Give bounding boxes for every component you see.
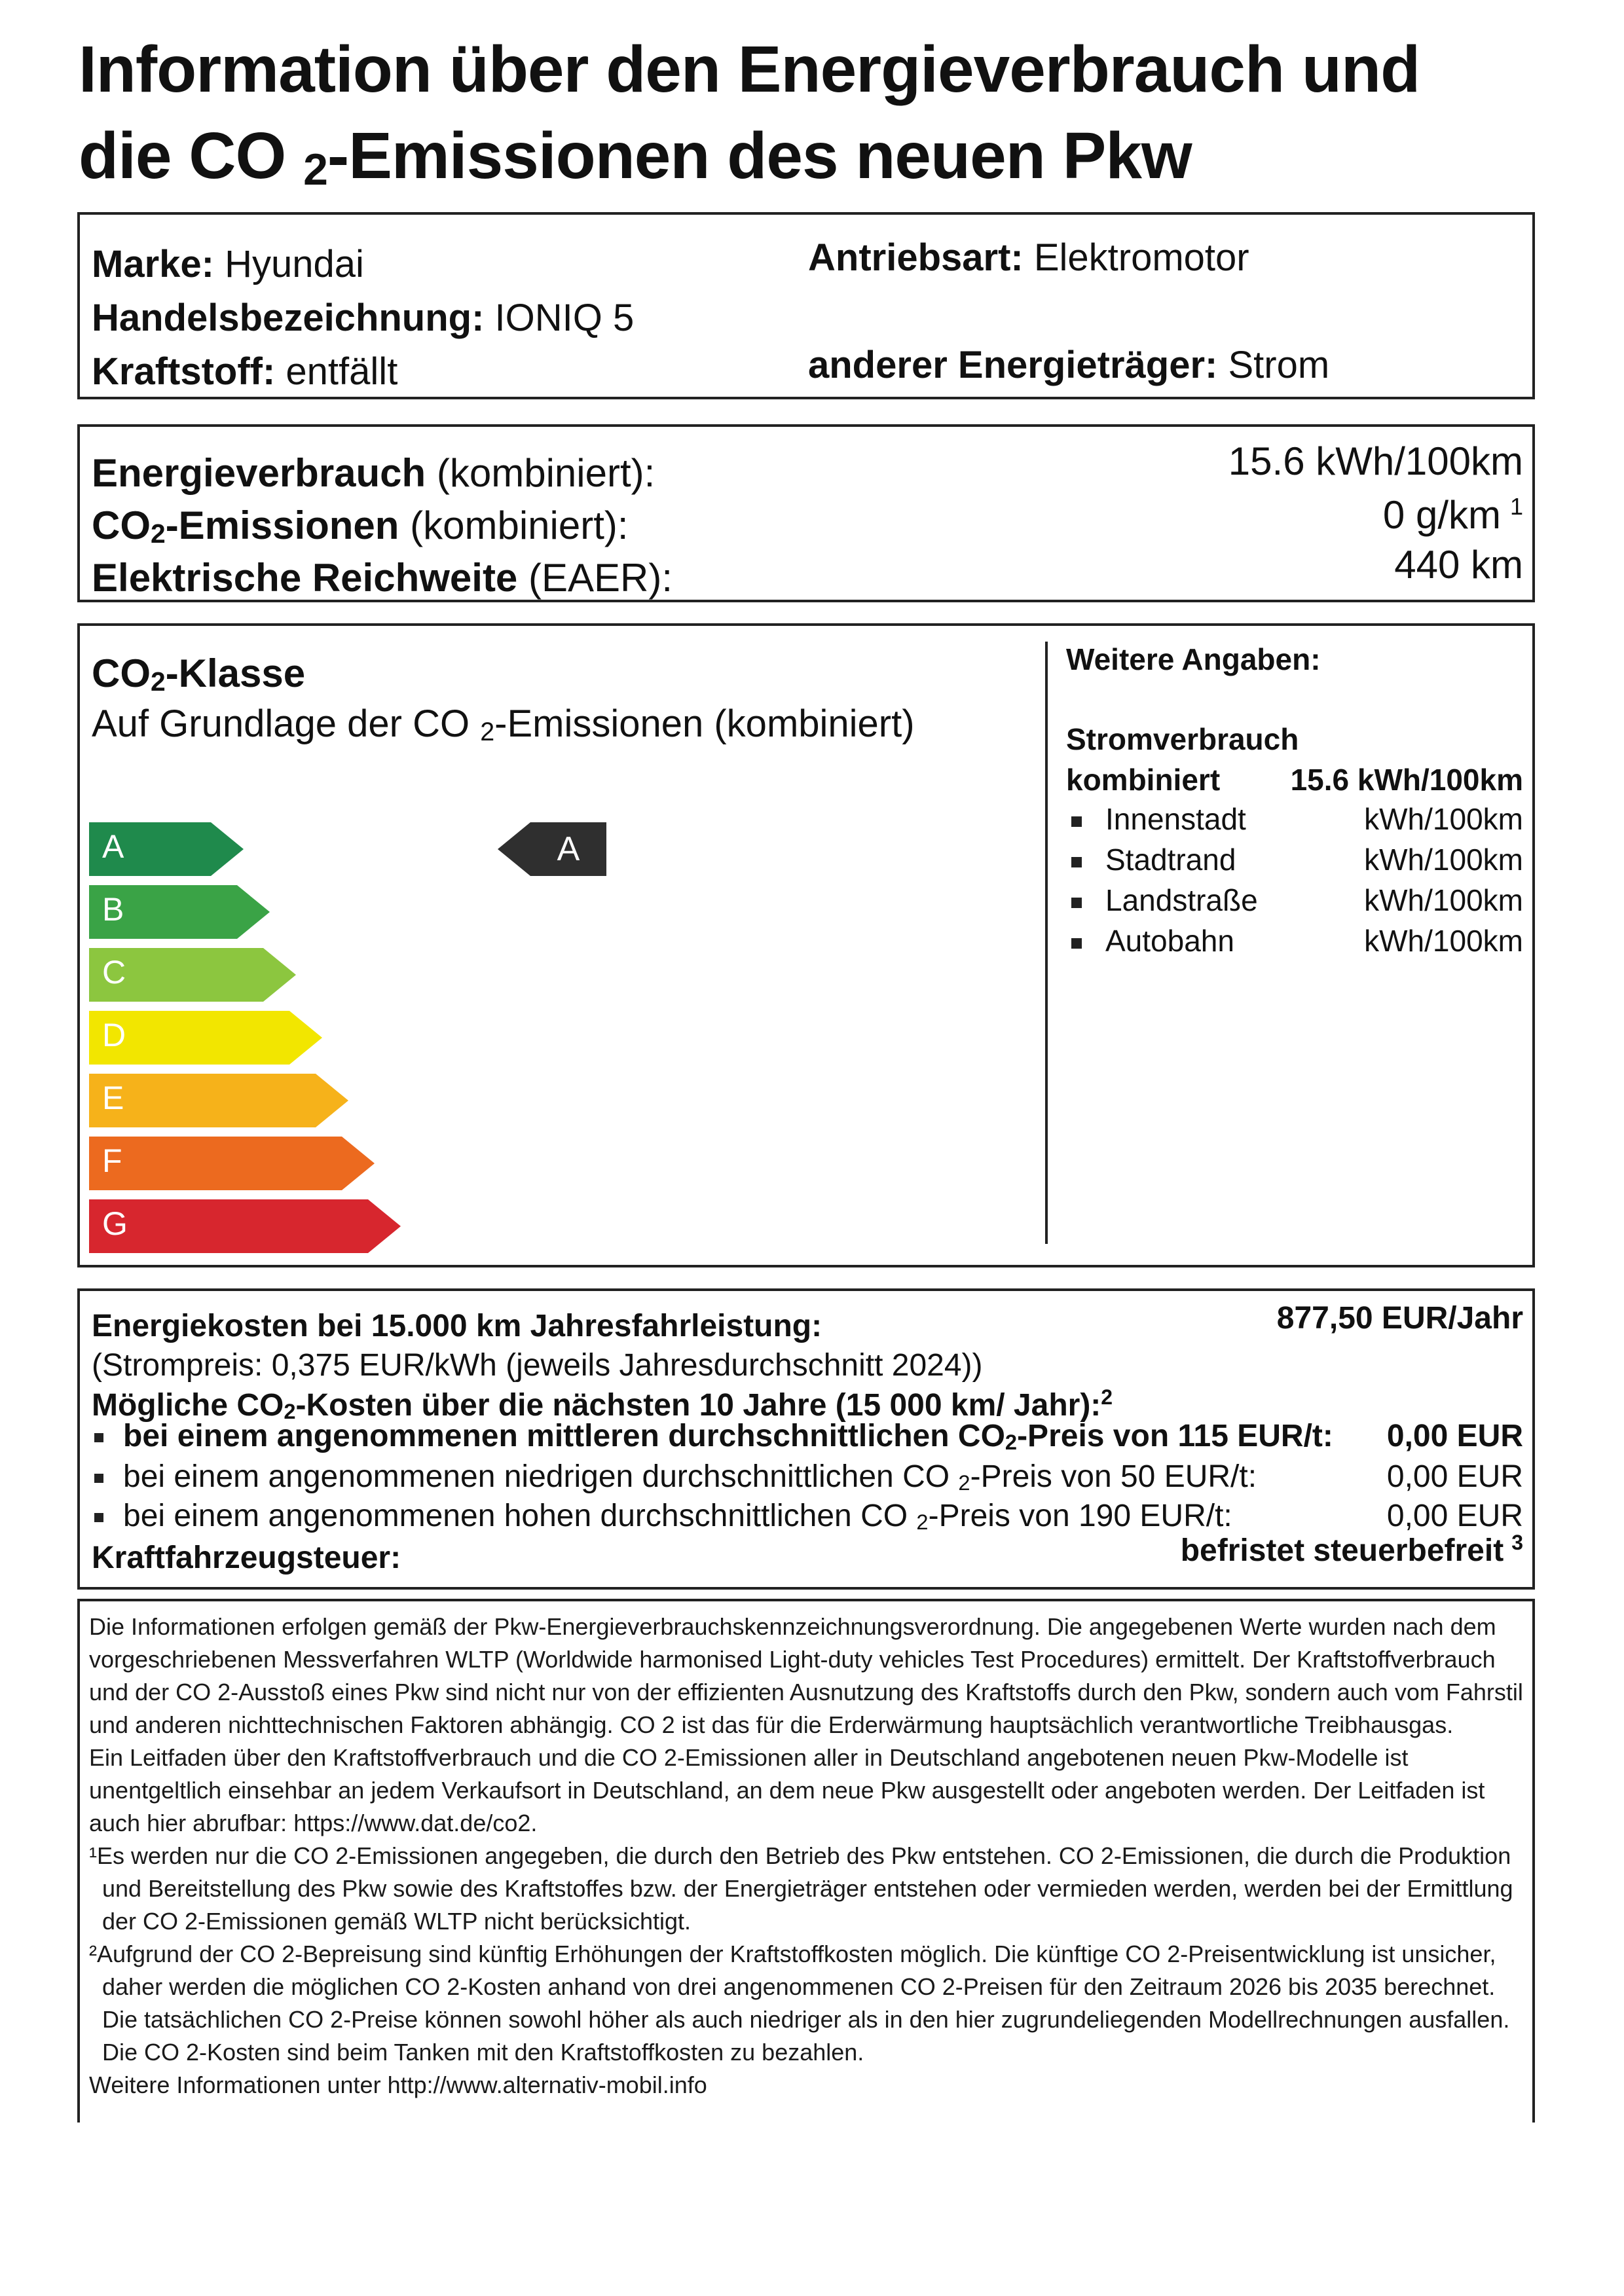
page-title xyxy=(79,26,1572,213)
bullet-icon xyxy=(94,1474,103,1483)
legal-paragraph-2: Ein Leitfaden über den Kraftstoffverbrauch und die CO 2-Emissionen aller in Deutschland angebotenen neuen Pkw-Modelle ist unentgeltlich einsehbar an jedem Verkaufsort in Deutschland, an dem neue Pkw ausgestellt oder angeboten werden. Der Leitfaden ist auch hier abrufbar: https://www.dat.de/co2. xyxy=(89,1744,1485,1836)
co2-mittel-value: 0,00 EUR xyxy=(1386,1419,1523,1453)
reichweite-label: Elektrische Reichweite (EAER): xyxy=(92,556,673,600)
footnote-1: ¹Es werden nur die CO 2-Emissionen angegeben, die durch den Betrieb des Pkw entstehen. CO 2-Emissionen, die durch die Produktion und Bereitstellung des Pkw sowie des Kraftstoffes bzw. der Energieträger entstehen oder vermieden werden, werden bei der Ermittlung der CO 2-Emissionen gemäß WLTP nicht berücksichtigt. xyxy=(89,1842,1513,1935)
kombiniert-value: 15.6 kWh/100km xyxy=(1290,763,1523,797)
stromverbrauch-heading: Stromverbrauch xyxy=(1066,722,1299,756)
title-line-2: die CO $_2$-Emissionen des neuen Pkw xyxy=(79,119,1192,195)
legal-cut-line: Weitere Informationen unter http://www.alternativ-mobil.info xyxy=(89,2071,707,2098)
energy-class-letter: B xyxy=(102,891,124,928)
bullet-icon xyxy=(1071,938,1082,949)
handelsbezeichnung-row: Handelsbezeichnung: IONIQ 5 xyxy=(92,297,635,339)
energietraeger-row: anderer Energieträger: Strom xyxy=(808,344,1330,386)
kfz-steuer-value: befristet steuerbefreit $^3$ xyxy=(1180,1531,1523,1568)
list-item: Stadtrand xyxy=(1071,842,1236,877)
co2-hoch-row: bei einem angenommenen hohen durchschnittlichen CO $_2$-Preis von 190 EUR/t: xyxy=(94,1498,1232,1535)
kraftstoff-row: Kraftstoff: entfällt xyxy=(92,350,398,393)
bullet-icon xyxy=(94,1513,103,1522)
energiekosten-value: 877,50 EUR/Jahr xyxy=(1276,1301,1523,1336)
list-item-unit: kWh/100km xyxy=(1364,883,1523,917)
bullet-icon xyxy=(94,1433,103,1442)
current-class-label: A xyxy=(530,822,606,876)
energy-class-letter: A xyxy=(102,828,124,865)
energy-class-letter: F xyxy=(102,1142,122,1179)
co2-klasse-basis: Auf Grundlage der CO $_2$-Emissionen (kombiniert) xyxy=(92,702,915,746)
energy-class-letter: D xyxy=(102,1017,126,1053)
list-item-unit: kWh/100km xyxy=(1364,924,1523,958)
footnote-2: ²Aufgrund der CO 2-Bepreisung sind künftig Erhöhungen der Kraftstoffkosten möglich. Die künftige CO 2-Preisentwicklung ist unsicher, daher werden die möglichen CO 2-Kosten anhand von drei angenommenen CO 2-Preisen für den Zeitraum 2026 bis 2035 berechnet. Die tatsächlichen CO 2-Preise können sowohl höher als auch niedriger als in den hier zugrundeliegenden Modellrechnungen ausfallen. Die CO 2-Kosten sind beim Tanken mit den Kraftstoffkosten zu bezahlen. xyxy=(89,1941,1510,2066)
strompreis-note: (Strompreis: 0,375 EUR/kWh (jeweils Jahresdurchschnitt 2024)) xyxy=(92,1348,983,1383)
co2-kosten-heading: Mögliche $CO_2$-Kosten über die nächsten 10 Jahre (15 000 km/ Jahr):$^2$ xyxy=(92,1385,1113,1423)
reichweite-value: 440 km xyxy=(1394,543,1523,587)
co2-hoch-value: 0,00 EUR xyxy=(1386,1499,1523,1533)
bullet-icon xyxy=(1071,857,1082,867)
antriebsart-row: Antriebsart: Elektromotor xyxy=(808,236,1249,279)
co2-niedrig-value: 0,00 EUR xyxy=(1386,1459,1523,1494)
costs-box xyxy=(77,1288,1535,1590)
co2-emissionen-label: $CO_2$-Emissionen (kombiniert): xyxy=(92,503,629,549)
marke-row: Marke: Hyundai xyxy=(92,243,364,285)
bullet-icon xyxy=(1071,816,1082,827)
consumption-box xyxy=(77,424,1535,602)
bullet-icon xyxy=(1071,898,1082,908)
energy-class-letter: G xyxy=(102,1205,128,1242)
co2-niedrig-row: bei einem angenommenen niedrigen durchschnittlichen CO $_2$-Preis von 50 EUR/t: xyxy=(94,1459,1257,1495)
kombiniert-label: kombiniert xyxy=(1066,763,1221,797)
list-item: Innenstadt xyxy=(1071,801,1246,837)
kfz-steuer-label: Kraftfahrzeugsteuer: xyxy=(92,1540,401,1575)
energieverbrauch-value: 15.6 kWh/100km xyxy=(1228,439,1523,483)
co2-emissionen-value: 0 g/km $^1$ xyxy=(1382,493,1523,537)
energy-class-letter: E xyxy=(102,1080,124,1116)
legal-text xyxy=(89,1611,1523,2115)
legal-paragraph-1: Die Informationen erfolgen gemäß der Pkw-Energieverbrauchskennzeichnungsverordnung. Die angegebenen Werte wurden nach dem vorgeschriebenen Messverfahren WLTP (Worldwide harmonised Light-duty vehicles Test Procedures) ermittelt. Der Kraftstoffverbrauch und der CO 2-Ausstoß eines Pkw sind nicht nur von der effizienten Ausnutzung des Kraftstoffs durch den Pkw, sondern auch vom Fahrstil und anderen nichttechnischen Faktoren abhängig. CO 2 ist das für die Erderwärmung hauptsächlich verantwortliche Treibhausgas. xyxy=(89,1613,1523,1738)
list-item-unit: kWh/100km xyxy=(1364,802,1523,836)
energy-class-letter: C xyxy=(102,954,126,991)
list-item: Autobahn xyxy=(1071,923,1234,958)
co2-klasse-heading: $CO_2$-Klasse xyxy=(92,651,306,697)
indicator-arrow-icon xyxy=(498,822,530,876)
vehicle-info-box xyxy=(77,212,1535,399)
title-line-1: Information über den Energieverbrauch und xyxy=(79,33,1420,106)
vertical-divider xyxy=(1045,642,1048,1244)
list-item: Landstraße xyxy=(1071,883,1258,918)
energiekosten-label: Energiekosten bei 15.000 km Jahresfahrleistung: xyxy=(92,1309,822,1343)
list-item-unit: kWh/100km xyxy=(1364,843,1523,877)
co2-mittel-row: bei einem angenommenen mittleren durchschnittlichen $CO_2$-Preis von 115 EUR/t: xyxy=(94,1418,1333,1455)
weitere-angaben-heading: Weitere Angaben: xyxy=(1066,642,1321,676)
energieverbrauch-label: Energieverbrauch (kombiniert): xyxy=(92,451,655,495)
